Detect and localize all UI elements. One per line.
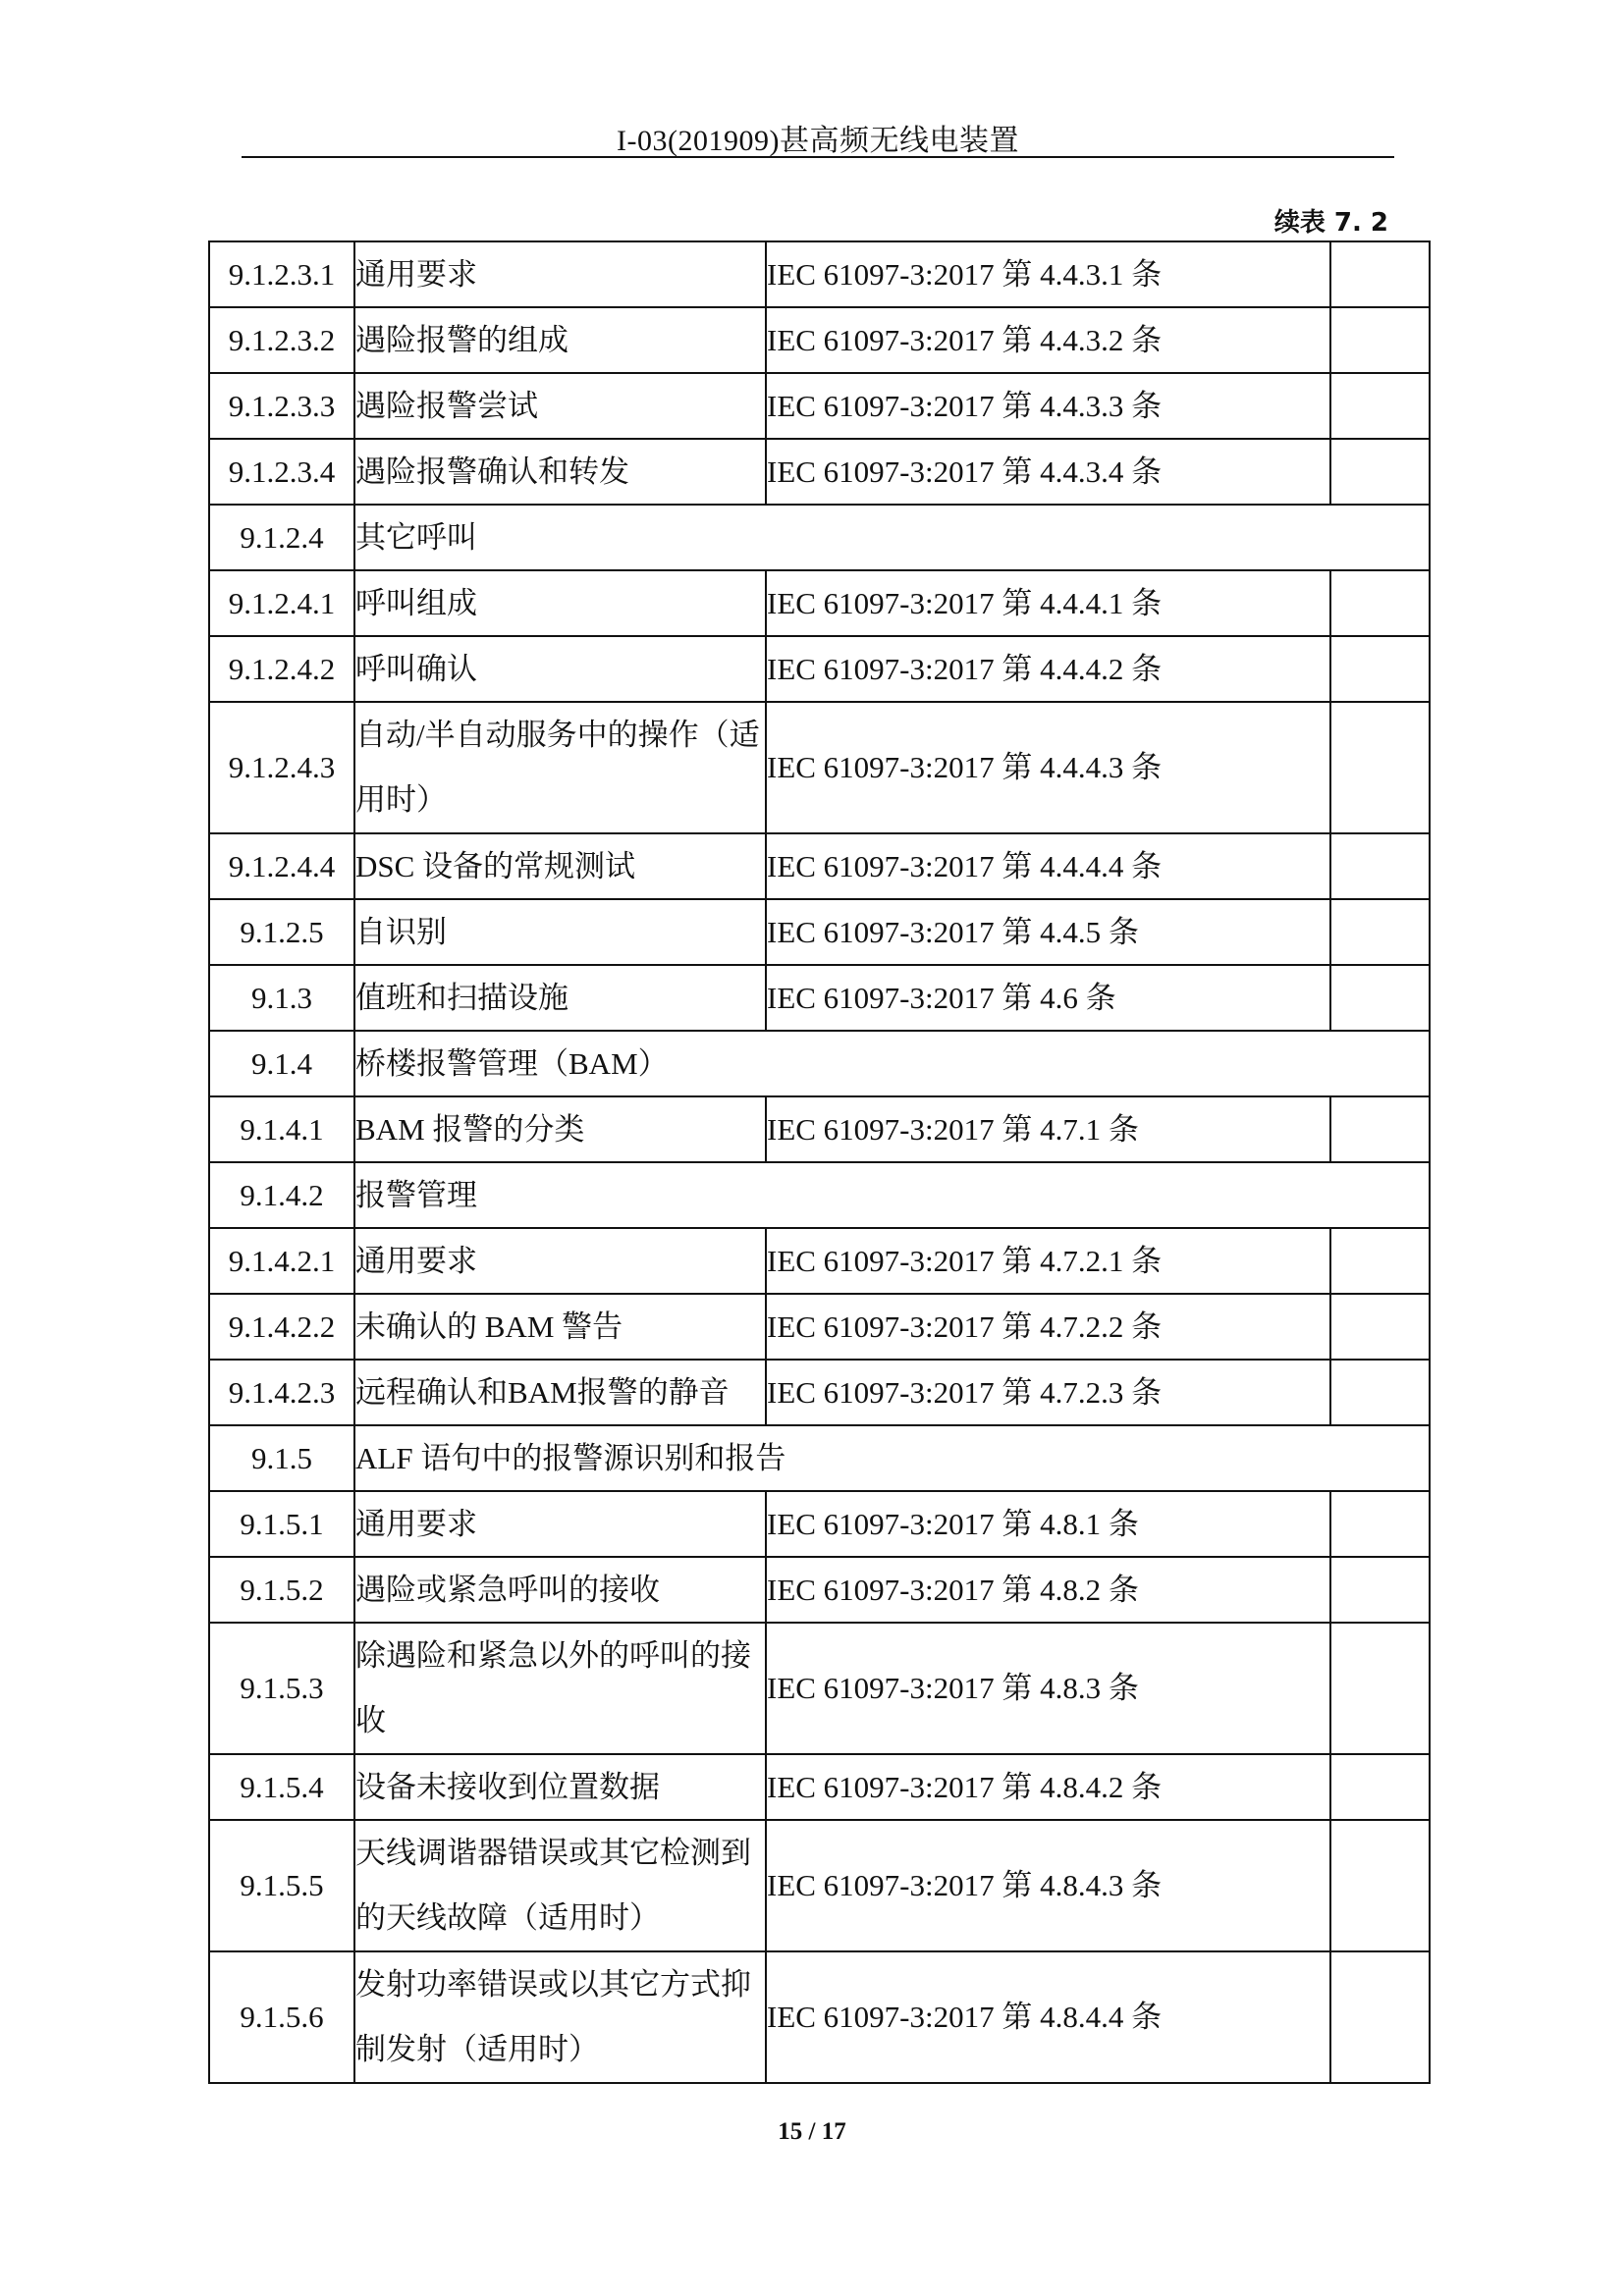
result-cell bbox=[1330, 1360, 1430, 1425]
item-name: 未确认的 BAM 警告 bbox=[354, 1294, 766, 1360]
item-number: 9.1.4.1 bbox=[209, 1096, 354, 1162]
item-number: 9.1.3 bbox=[209, 965, 354, 1031]
standard-reference: IEC 61097-3:2017 第 4.4.4.2 条 bbox=[766, 636, 1330, 702]
item-name: 发射功率错误或以其它方式抑制发射（适用时） bbox=[354, 1951, 766, 2083]
result-cell bbox=[1330, 1951, 1430, 2083]
item-number: 9.1.2.4.2 bbox=[209, 636, 354, 702]
standard-reference: IEC 61097-3:2017 第 4.8.1 条 bbox=[766, 1491, 1330, 1557]
section-number: 9.1.4.2 bbox=[209, 1162, 354, 1228]
table-row bbox=[209, 636, 1430, 702]
table-row bbox=[209, 1491, 1430, 1557]
table-row bbox=[209, 373, 1430, 439]
standard-reference: IEC 61097-3:2017 第 4.8.4.3 条 bbox=[766, 1820, 1330, 1951]
standard-reference: IEC 61097-3:2017 第 4.8.2 条 bbox=[766, 1557, 1330, 1623]
item-number: 9.1.2.4.1 bbox=[209, 570, 354, 636]
standard-reference: IEC 61097-3:2017 第 4.4.5 条 bbox=[766, 899, 1330, 965]
result-cell bbox=[1330, 1491, 1430, 1557]
item-name: 呼叫确认 bbox=[354, 636, 766, 702]
table-section-row bbox=[209, 1031, 1430, 1096]
item-name: 自识别 bbox=[354, 899, 766, 965]
item-number: 9.1.5.5 bbox=[209, 1820, 354, 1951]
standard-reference: IEC 61097-3:2017 第 4.4.4.3 条 bbox=[766, 702, 1330, 833]
table-row bbox=[209, 1754, 1430, 1820]
item-name: 设备未接收到位置数据 bbox=[354, 1754, 766, 1820]
table-row bbox=[209, 1294, 1430, 1360]
item-name: 遇险或紧急呼叫的接收 bbox=[354, 1557, 766, 1623]
item-name: 通用要求 bbox=[354, 1228, 766, 1294]
standard-reference: IEC 61097-3:2017 第 4.6 条 bbox=[766, 965, 1330, 1031]
item-name: 遇险报警的组成 bbox=[354, 307, 766, 373]
section-number: 9.1.5 bbox=[209, 1425, 354, 1491]
result-cell bbox=[1330, 833, 1430, 899]
table-row bbox=[209, 965, 1430, 1031]
standard-reference: IEC 61097-3:2017 第 4.8.3 条 bbox=[766, 1623, 1330, 1754]
result-cell bbox=[1330, 373, 1430, 439]
item-number: 9.1.5.6 bbox=[209, 1951, 354, 2083]
table-row bbox=[209, 1096, 1430, 1162]
item-name: 值班和扫描设施 bbox=[354, 965, 766, 1031]
standard-reference: IEC 61097-3:2017 第 4.4.4.4 条 bbox=[766, 833, 1330, 899]
result-cell bbox=[1330, 636, 1430, 702]
item-name: 天线调谐器错误或其它检测到的天线故障（适用时） bbox=[354, 1820, 766, 1951]
item-number: 9.1.4.2.2 bbox=[209, 1294, 354, 1360]
standard-reference: IEC 61097-3:2017 第 4.4.3.1 条 bbox=[766, 241, 1330, 307]
item-name: 远程确认和BAM报警的静音 bbox=[354, 1360, 766, 1425]
header-divider bbox=[242, 156, 1394, 158]
item-number: 9.1.5.3 bbox=[209, 1623, 354, 1754]
item-name: 通用要求 bbox=[354, 241, 766, 307]
section-title: 其它呼叫 bbox=[354, 505, 1430, 570]
table-section-row bbox=[209, 1425, 1430, 1491]
result-cell bbox=[1330, 702, 1430, 833]
item-number: 9.1.2.3.2 bbox=[209, 307, 354, 373]
table-row bbox=[209, 1360, 1430, 1425]
standard-reference: IEC 61097-3:2017 第 4.8.4.4 条 bbox=[766, 1951, 1330, 2083]
item-number: 9.1.5.2 bbox=[209, 1557, 354, 1623]
item-name: 除遇险和紧急以外的呼叫的接收 bbox=[354, 1623, 766, 1754]
result-cell bbox=[1330, 1096, 1430, 1162]
result-cell bbox=[1330, 1228, 1430, 1294]
item-number: 9.1.5.4 bbox=[209, 1754, 354, 1820]
table-section-row bbox=[209, 505, 1430, 570]
page-number: 15 / 17 bbox=[778, 2118, 846, 2145]
item-number: 9.1.2.3.1 bbox=[209, 241, 354, 307]
table-row bbox=[209, 899, 1430, 965]
standard-reference: IEC 61097-3:2017 第 4.4.3.4 条 bbox=[766, 439, 1330, 505]
table-row bbox=[209, 1228, 1430, 1294]
table-row bbox=[209, 1951, 1430, 2083]
result-cell bbox=[1330, 1294, 1430, 1360]
table-row bbox=[209, 439, 1430, 505]
table-row bbox=[209, 307, 1430, 373]
item-name: DSC 设备的常规测试 bbox=[354, 833, 766, 899]
table-caption: 续表 7. 2 bbox=[1273, 208, 1388, 238]
table-row bbox=[209, 1820, 1430, 1951]
table-row bbox=[209, 570, 1430, 636]
table-row bbox=[209, 1623, 1430, 1754]
result-cell bbox=[1330, 899, 1430, 965]
result-cell bbox=[1330, 1820, 1430, 1951]
item-name: BAM 报警的分类 bbox=[354, 1096, 766, 1162]
table-section-row bbox=[209, 1162, 1430, 1228]
item-name: 自动/半自动服务中的操作（适用时） bbox=[354, 702, 766, 833]
standard-reference: IEC 61097-3:2017 第 4.4.3.3 条 bbox=[766, 373, 1330, 439]
result-cell bbox=[1330, 1754, 1430, 1820]
inspection-items-table bbox=[208, 240, 1431, 2084]
item-name: 遇险报警尝试 bbox=[354, 373, 766, 439]
result-cell bbox=[1330, 439, 1430, 505]
document-header-title: I-03(201909)甚高频无线电装置 bbox=[617, 125, 1019, 157]
item-number: 9.1.2.4.3 bbox=[209, 702, 354, 833]
standard-reference: IEC 61097-3:2017 第 4.7.1 条 bbox=[766, 1096, 1330, 1162]
item-number: 9.1.2.3.3 bbox=[209, 373, 354, 439]
table-row bbox=[209, 702, 1430, 833]
section-number: 9.1.4 bbox=[209, 1031, 354, 1096]
standard-reference: IEC 61097-3:2017 第 4.4.4.1 条 bbox=[766, 570, 1330, 636]
item-number: 9.1.2.5 bbox=[209, 899, 354, 965]
result-cell bbox=[1330, 1623, 1430, 1754]
standard-reference: IEC 61097-3:2017 第 4.4.3.2 条 bbox=[766, 307, 1330, 373]
standard-reference: IEC 61097-3:2017 第 4.7.2.1 条 bbox=[766, 1228, 1330, 1294]
item-name: 呼叫组成 bbox=[354, 570, 766, 636]
section-number: 9.1.2.4 bbox=[209, 505, 354, 570]
result-cell bbox=[1330, 965, 1430, 1031]
standard-reference: IEC 61097-3:2017 第 4.8.4.2 条 bbox=[766, 1754, 1330, 1820]
result-cell bbox=[1330, 1557, 1430, 1623]
item-number: 9.1.2.4.4 bbox=[209, 833, 354, 899]
result-cell bbox=[1330, 241, 1430, 307]
item-name: 通用要求 bbox=[354, 1491, 766, 1557]
standard-reference: IEC 61097-3:2017 第 4.7.2.2 条 bbox=[766, 1294, 1330, 1360]
table-row bbox=[209, 833, 1430, 899]
item-name: 遇险报警确认和转发 bbox=[354, 439, 766, 505]
item-number: 9.1.5.1 bbox=[209, 1491, 354, 1557]
table-row bbox=[209, 1557, 1430, 1623]
standard-reference: IEC 61097-3:2017 第 4.7.2.3 条 bbox=[766, 1360, 1330, 1425]
section-title: 报警管理 bbox=[354, 1162, 1430, 1228]
item-number: 9.1.4.2.3 bbox=[209, 1360, 354, 1425]
table-row bbox=[209, 241, 1430, 307]
result-cell bbox=[1330, 307, 1430, 373]
item-number: 9.1.2.3.4 bbox=[209, 439, 354, 505]
section-title: ALF 语句中的报警源识别和报告 bbox=[354, 1425, 1430, 1491]
item-number: 9.1.4.2.1 bbox=[209, 1228, 354, 1294]
section-title: 桥楼报警管理（BAM） bbox=[354, 1031, 1430, 1096]
result-cell bbox=[1330, 570, 1430, 636]
